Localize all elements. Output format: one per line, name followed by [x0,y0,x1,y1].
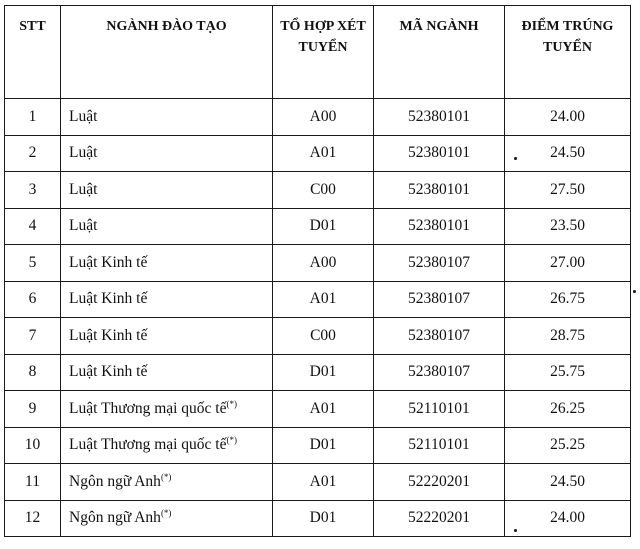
cell-score: 24.00 [505,99,631,136]
cell-score: 24.00 [505,500,631,537]
cell-score: 24.50 [505,464,631,501]
cell-combo: A01 [273,135,374,172]
cell-major [61,427,273,464]
cell-major [61,500,273,537]
cell-score: 23.50 [505,208,631,245]
cell-score: 28.75 [505,318,631,355]
cell-stt: 6 [5,281,61,318]
table-row [5,99,631,136]
table-row [5,318,631,355]
cell-stt: 5 [5,245,61,282]
cell-major [61,318,273,355]
cell-code: 52220201 [374,500,505,537]
cell-score: 26.75 [505,281,631,318]
cell-stt: 10 [5,427,61,464]
cell-score: 24.50 [505,135,631,172]
cell-code: 52110101 [374,427,505,464]
table-row [5,427,631,464]
cell-code: 52380101 [374,208,505,245]
cell-combo: D01 [273,354,374,391]
table-body [5,99,631,537]
cell-code: 52380101 [374,99,505,136]
header-code: MÃ NGÀNH [374,6,505,99]
cell-code: 52380101 [374,172,505,209]
major-label: Luật Kinh tế [69,290,148,308]
major-label: Luật [69,107,98,125]
cell-major [61,99,273,136]
scan-speck [514,529,517,532]
major-label: Luật Kinh tế [69,326,148,344]
header-major: NGÀNH ĐÀO TẠO [61,6,273,99]
footnote-mark: (*) [160,508,172,519]
table-row [5,354,631,391]
table-row [5,208,631,245]
table-row [5,172,631,209]
major-label: Luật [69,217,98,235]
major-label: Ngôn ngữ Anh [69,472,161,490]
cell-combo: C00 [273,318,374,355]
table-row [5,135,631,172]
cell-score: 25.25 [505,427,631,464]
cell-major [61,464,273,501]
cell-stt: 3 [5,172,61,209]
header-stt: STT [5,6,61,99]
cell-code: 52380107 [374,354,505,391]
cell-combo: D01 [273,500,374,537]
table-row [5,391,631,428]
cell-combo: A00 [273,245,374,282]
table-header-row [5,6,631,99]
major-label: Luật [69,180,98,198]
cell-score: 25.75 [505,354,631,391]
cell-stt: 7 [5,318,61,355]
cell-score: 26.25 [505,391,631,428]
scan-speck [514,157,517,160]
scan-speck [633,290,636,293]
header-score: ĐIỂM TRÚNG TUYỂN [505,6,631,99]
cell-code: 52110101 [374,391,505,428]
cell-code: 52380107 [374,281,505,318]
footnote-mark: (*) [226,398,237,409]
footnote-mark: (*) [226,435,237,446]
table-row [5,245,631,282]
cell-code: 52220201 [374,464,505,501]
cell-stt: 8 [5,354,61,391]
major-label: Luật [69,144,98,162]
cell-major [61,354,273,391]
cell-major [61,172,273,209]
cell-major [61,135,273,172]
major-label: Luật Thương mại quốc tế [69,399,227,417]
header-combo: TỔ HỢP XÉT TUYỂN [273,6,374,99]
cell-code: 52380107 [374,245,505,282]
cell-major [61,391,273,428]
table-row [5,281,631,318]
cell-code: 52380107 [374,318,505,355]
cell-combo: A01 [273,391,374,428]
cell-code: 52380101 [374,135,505,172]
major-label: Luật Thương mại quốc tế [69,436,227,454]
footnote-mark: (*) [160,471,172,482]
table-row [5,464,631,501]
cell-stt: 9 [5,391,61,428]
cell-combo: D01 [273,208,374,245]
table-row [5,500,631,537]
cell-combo: C00 [273,172,374,209]
major-label: Luật Kinh tế [69,253,148,271]
cell-stt: 12 [5,500,61,537]
cell-stt: 4 [5,208,61,245]
admission-scores-table [4,5,631,537]
cell-score: 27.00 [505,245,631,282]
cell-combo: D01 [273,427,374,464]
cell-stt: 11 [5,464,61,501]
major-label: Ngôn ngữ Anh [69,509,161,527]
cell-combo: A01 [273,464,374,501]
cell-combo: A01 [273,281,374,318]
cell-major [61,245,273,282]
cell-major [61,281,273,318]
cell-stt: 1 [5,99,61,136]
cell-score: 27.50 [505,172,631,209]
cell-stt: 2 [5,135,61,172]
major-label: Luật Kinh tế [69,363,148,381]
cell-combo: A00 [273,99,374,136]
cell-major [61,208,273,245]
